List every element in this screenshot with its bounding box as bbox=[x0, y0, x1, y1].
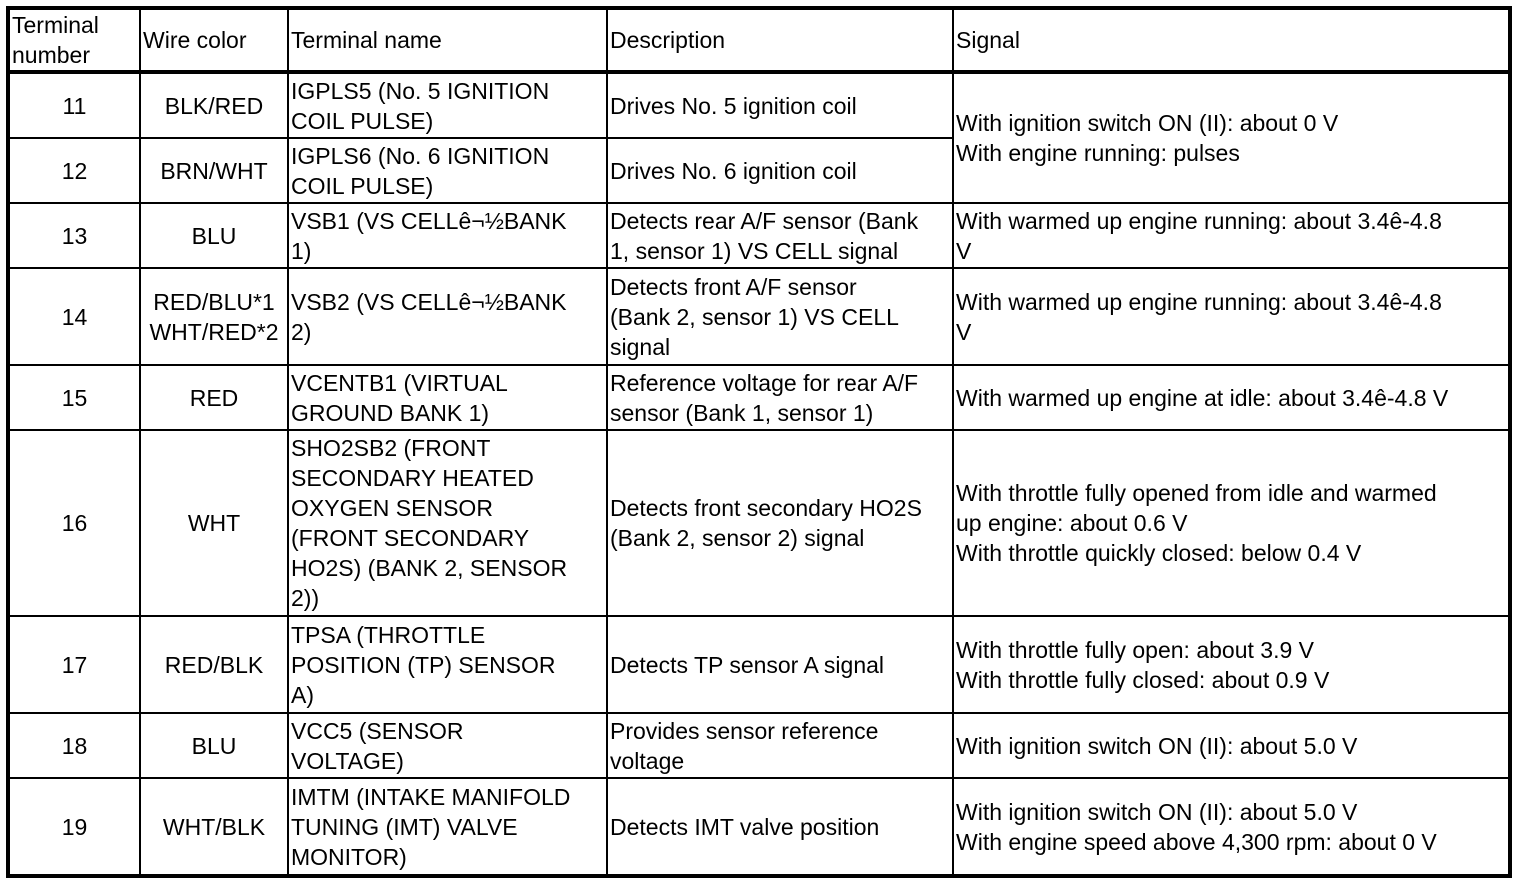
terminal-number-cell: 18 bbox=[8, 713, 140, 778]
terminal-name-cell: IGPLS5 (No. 5 IGNITION COIL PULSE) bbox=[288, 72, 607, 138]
terminal-number-cell: 15 bbox=[8, 365, 140, 430]
table-row bbox=[8, 268, 1510, 365]
terminal-name-cell: VCENTB1 (VIRTUAL GROUND BANK 1) bbox=[288, 365, 607, 430]
table-row bbox=[8, 72, 1510, 138]
signal-cell: With warmed up engine running: about 3.4ê-4.8 V bbox=[953, 268, 1510, 365]
signal-cell: With warmed up engine at idle: about 3.4ê-4.8 V bbox=[953, 365, 1510, 430]
wire-color-cell: BRN/WHT bbox=[140, 138, 288, 203]
terminal-table bbox=[6, 6, 1512, 878]
wire-color-cell: BLU bbox=[140, 203, 288, 268]
wire-color-cell: BLK/RED bbox=[140, 72, 288, 138]
wire-color-cell: RED bbox=[140, 365, 288, 430]
description-cell: Detects TP sensor A signal bbox=[607, 616, 953, 713]
description-cell: Detects front secondary HO2S (Bank 2, sensor 2) signal bbox=[607, 430, 953, 616]
terminal-table-container bbox=[6, 6, 1512, 878]
table-row bbox=[8, 778, 1510, 876]
header-row bbox=[8, 8, 1510, 72]
terminal-number-cell: 12 bbox=[8, 138, 140, 203]
terminal-number-cell: 11 bbox=[8, 72, 140, 138]
description-cell: Drives No. 6 ignition coil bbox=[607, 138, 953, 203]
table-row bbox=[8, 713, 1510, 778]
terminal-number-cell: 13 bbox=[8, 203, 140, 268]
wire-color-cell: WHT bbox=[140, 430, 288, 616]
terminal-name-cell: IMTM (INTAKE MANIFOLD TUNING (IMT) VALVE MONITOR) bbox=[288, 778, 607, 876]
terminal-number-cell: 14 bbox=[8, 268, 140, 365]
signal-cell: With ignition switch ON (II): about 0 V With engine running: pulses bbox=[953, 72, 1510, 203]
terminal-number-cell: 19 bbox=[8, 778, 140, 876]
terminal-name-cell: VCC5 (SENSOR VOLTAGE) bbox=[288, 713, 607, 778]
header-terminal-number: Terminal number bbox=[8, 8, 140, 72]
description-cell: Drives No. 5 ignition coil bbox=[607, 72, 953, 138]
wire-color-cell: RED/BLK bbox=[140, 616, 288, 713]
description-cell: Detects rear A/F sensor (Bank 1, sensor 1) VS CELL signal bbox=[607, 203, 953, 268]
table-row bbox=[8, 616, 1510, 713]
description-cell: Reference voltage for rear A/F sensor (Bank 1, sensor 1) bbox=[607, 365, 953, 430]
signal-cell: With throttle fully open: about 3.9 V With throttle fully closed: about 0.9 V bbox=[953, 616, 1510, 713]
header-wire-color: Wire color bbox=[140, 8, 288, 72]
header-terminal-name: Terminal name bbox=[288, 8, 607, 72]
signal-cell: With ignition switch ON (II): about 5.0 V bbox=[953, 713, 1510, 778]
wire-color-cell: RED/BLU*1 WHT/RED*2 bbox=[140, 268, 288, 365]
signal-cell: With throttle fully opened from idle and warmed up engine: about 0.6 V With throttle quickly closed: below 0.4 V bbox=[953, 430, 1510, 616]
wire-color-cell: BLU bbox=[140, 713, 288, 778]
terminal-name-cell: IGPLS6 (No. 6 IGNITION COIL PULSE) bbox=[288, 138, 607, 203]
wire-color-cell: WHT/BLK bbox=[140, 778, 288, 876]
description-cell: Provides sensor reference voltage bbox=[607, 713, 953, 778]
terminal-name-cell: SHO2SB2 (FRONT SECONDARY HEATED OXYGEN SENSOR (FRONT SECONDARY HO2S) (BANK 2, SENSOR 2)) bbox=[288, 430, 607, 616]
header-description: Description bbox=[607, 8, 953, 72]
terminal-name-cell: TPSA (THROTTLE POSITION (TP) SENSOR A) bbox=[288, 616, 607, 713]
terminal-number-cell: 17 bbox=[8, 616, 140, 713]
description-cell: Detects IMT valve position bbox=[607, 778, 953, 876]
signal-cell: With ignition switch ON (II): about 5.0 V With engine speed above 4,300 rpm: about 0 V bbox=[953, 778, 1510, 876]
terminal-name-cell: VSB1 (VS CELLê¬½BANK 1) bbox=[288, 203, 607, 268]
table-row bbox=[8, 430, 1510, 616]
table-row bbox=[8, 203, 1510, 268]
description-cell: Detects front A/F sensor (Bank 2, sensor 1) VS CELL signal bbox=[607, 268, 953, 365]
terminal-number-cell: 16 bbox=[8, 430, 140, 616]
terminal-name-cell: VSB2 (VS CELLê¬½BANK 2) bbox=[288, 268, 607, 365]
signal-cell: With warmed up engine running: about 3.4ê-4.8 V bbox=[953, 203, 1510, 268]
table-row bbox=[8, 365, 1510, 430]
header-signal: Signal bbox=[953, 8, 1510, 72]
